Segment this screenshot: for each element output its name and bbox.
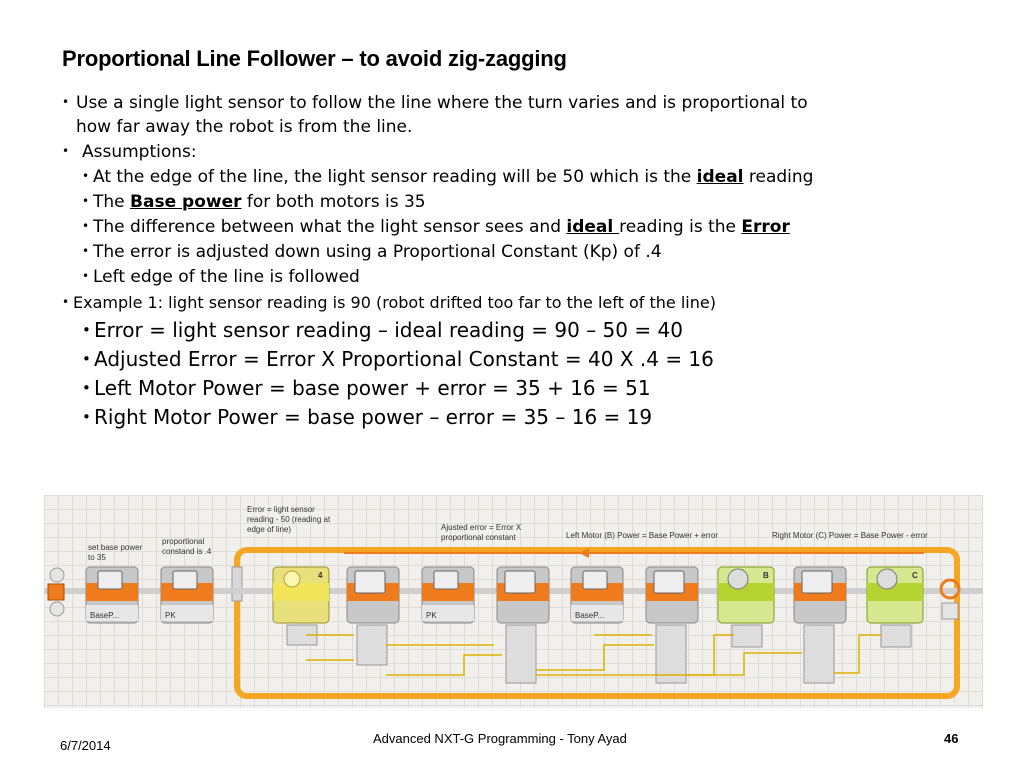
example-left-motor [82, 376, 651, 400]
example-right-motor [82, 405, 652, 429]
bullet-3 [62, 293, 716, 312]
sub-bullet-kp [82, 242, 662, 262]
bullet-dot: • [82, 321, 91, 339]
keyword-error: Error [741, 217, 790, 237]
label-sensor-port: 4 [318, 571, 323, 580]
footer-date: 6/7/2014 [60, 738, 111, 753]
text: Right Motor Power = base power – error = 35 – 16 = 19 [94, 405, 653, 429]
start-point-icon [48, 584, 64, 600]
label-pk-2: PK [426, 611, 437, 620]
math-block-add [646, 567, 698, 683]
label-motor-c: C [912, 571, 918, 580]
sub-bullet-ideal [82, 167, 813, 187]
example-adjusted-error [82, 347, 714, 371]
bullet-dot: • [82, 408, 91, 426]
bullet-1-continued: how far away the robot is from the line. [76, 117, 413, 137]
sub-bullet-left-edge [82, 267, 360, 287]
bullet-dot: • [62, 144, 70, 158]
bullet-1 [62, 93, 808, 113]
math-block-multiply [497, 567, 549, 683]
text: Left Motor Power = base power + error = 35 + 16 = 51 [94, 376, 651, 400]
bullet-dot: • [82, 269, 90, 283]
math-block-subtract-2 [794, 567, 846, 683]
label-basepower: BaseP... [90, 611, 120, 620]
label-pk: PK [165, 611, 176, 620]
data-wires [306, 635, 882, 675]
text: The difference between what the light sensor sees and [93, 217, 567, 237]
nxt-program-screenshot [44, 495, 983, 708]
bullet-dot: • [62, 95, 70, 109]
text: reading is the [619, 217, 742, 237]
bullet-dot: • [82, 244, 90, 258]
bullet-dot: • [82, 219, 90, 233]
sub-bullet-error [82, 217, 790, 237]
keyword-ideal: ideal [696, 167, 744, 187]
text: Left edge of the line is followed [93, 267, 360, 287]
start-circle [50, 568, 64, 582]
bullet-dot: • [82, 350, 91, 368]
bullet-dot: • [62, 295, 70, 309]
label-basepower-2: BaseP... [575, 611, 605, 620]
comment-error: Error = light sensor reading - 50 (reading at edge of line) [247, 505, 331, 534]
text: The error is adjusted down using a Proportional Constant (Kp) of .4 [93, 242, 662, 262]
text: Error = light sensor reading – ideal reading = 90 – 50 = 40 [94, 318, 683, 342]
comment-set-base-power: set base power to 35 [88, 543, 143, 562]
comment-right-motor: Right Motor (C) Power = Base Power - error [772, 531, 928, 540]
bullet-text: Use a single light sensor to follow the line where the turn varies and is proportional to [76, 93, 808, 113]
text: Adjusted Error = Error X Proportional Constant = 40 X .4 = 16 [94, 347, 714, 371]
bullet-dot: • [82, 194, 90, 208]
label-motor-b: B [763, 571, 769, 580]
sub-bullet-base-power [82, 192, 426, 212]
example-error [82, 318, 683, 342]
text: reading [743, 167, 814, 187]
slide-title: Proportional Line Follower – to avoid zig-zagging [62, 46, 567, 71]
bullet-dot: • [82, 169, 90, 183]
loop-start-handle [232, 567, 242, 601]
comment-proportional-constant: proportional constand is .4 [162, 537, 212, 556]
footer-text: Advanced NXT-G Programming - Tony Ayad [373, 731, 627, 746]
text: The [93, 192, 131, 212]
math-block-subtract [347, 567, 399, 665]
text: for both motors is 35 [241, 192, 426, 212]
comment-left-motor: Left Motor (B) Power = Base Power + error [566, 531, 719, 540]
bullet-2 [62, 142, 197, 162]
start-circle [50, 602, 64, 616]
comment-adjusted-error: Ajusted error = Error X proportional constant [441, 523, 522, 542]
bullet-dot: • [82, 379, 91, 397]
bullet-text: Assumptions: [82, 142, 197, 162]
page-number: 46 [944, 731, 959, 746]
text: Example 1: light sensor reading is 90 (robot drifted too far to the left of the line) [73, 293, 716, 312]
loop-control-icon [942, 603, 958, 619]
keyword-base-power: Base power [130, 192, 242, 212]
keyword-ideal: ideal [566, 217, 620, 237]
text: At the edge of the line, the light sensor reading will be 50 which is the [93, 167, 697, 187]
